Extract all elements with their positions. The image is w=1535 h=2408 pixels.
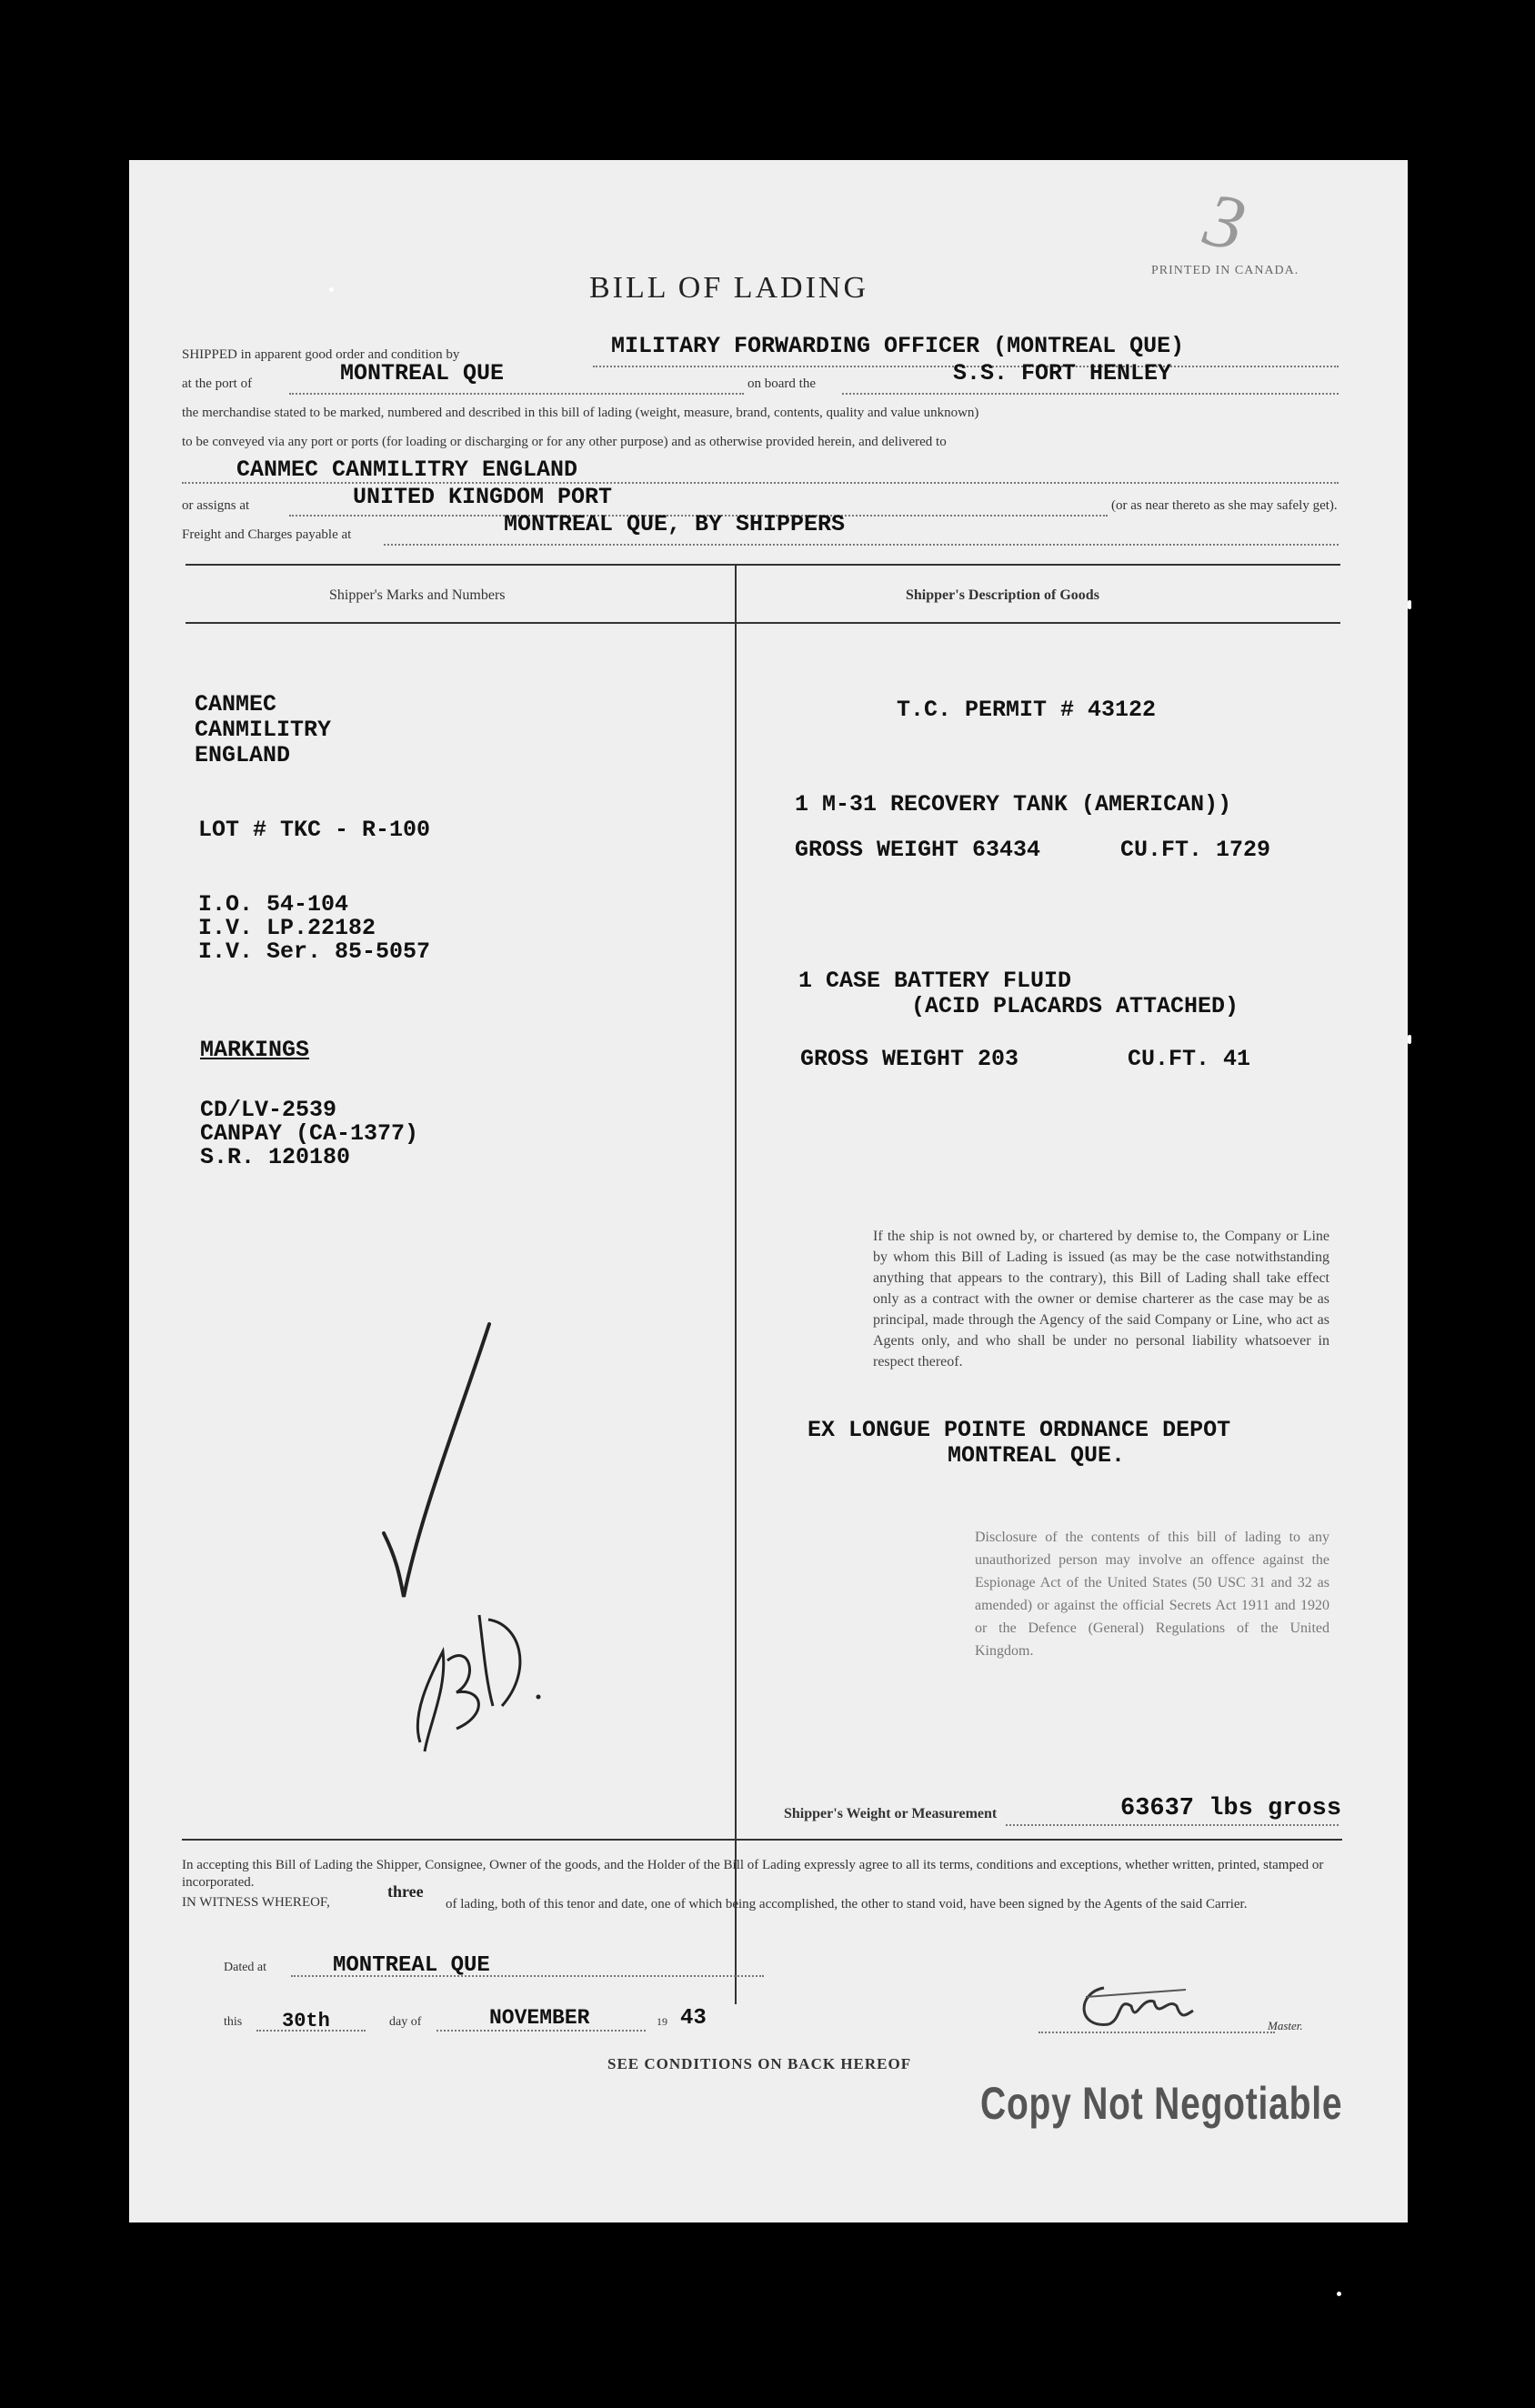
destination-value: UNITED KINGDOM PORT xyxy=(353,484,613,510)
marking-3: S.R. 120180 xyxy=(200,1144,351,1170)
vessel-name: S.S. FORT HENLEY xyxy=(953,360,1172,386)
day-value: 30th xyxy=(282,2010,330,2032)
conveyance-clause: to be conveyed via any port or ports (for loading or discharging or for any other purpose) and as otherwise provided herein, and delivered to xyxy=(182,435,947,449)
see-conditions-note: SEE CONDITIONS ON BACK HEREOF xyxy=(607,2055,912,2072)
column-divider xyxy=(735,564,737,2004)
disclosure-clause: Disclosure of the contents of this bill of lading to any unauthorized person may involve an offence against the Espionage Act of the United States (50 USC 31 and 32 as amended) or against the official Secrets Act 1911 and 1920 or the Defence (General) Regulations of the United Kingdom. xyxy=(975,1530,1329,1659)
merchandise-clause: the merchandise stated to be marked, numbered and described in this bill of lading (weight, measure, brand, contents, quality and value unknown) xyxy=(182,406,979,420)
witness-count: three xyxy=(387,1882,424,1901)
this-label: this xyxy=(224,2015,243,2029)
table-bottom-rule xyxy=(182,1839,1342,1841)
shipper-name: MILITARY FORWARDING OFFICER (MONTREAL QUE) xyxy=(611,333,1185,359)
month-value: NOVEMBER xyxy=(489,2006,590,2030)
bill-of-lading-document xyxy=(129,160,1408,2222)
item-1-cubic-feet: CU.FT. 1729 xyxy=(1120,837,1271,863)
scan-dot xyxy=(1408,600,1411,609)
year-value: 43 xyxy=(680,2006,707,2031)
marks-column-header: Shipper's Marks and Numbers xyxy=(329,587,506,603)
printed-in-label: PRINTED IN CANADA. xyxy=(1151,264,1299,277)
witness-clause: of lading, both of this tenor and date, one of which being accomplished, the other to stand void, have been signed by the Agents of the said Carrier. xyxy=(446,1897,1248,1911)
port-value: MONTREAL QUE xyxy=(340,360,505,386)
near-suffix: (or as near thereto as she may safely get). xyxy=(1111,498,1338,513)
witness-prefix: IN WITNESS WHEREOF, xyxy=(182,1895,330,1910)
shipped-prefix: SHIPPED in apparent good order and condition by xyxy=(182,347,460,362)
ref-line-2: I.V. LP.22182 xyxy=(198,915,376,941)
item-2-cubic-feet: CU.FT. 41 xyxy=(1128,1046,1251,1072)
weight-label: Shipper's Weight or Measurement xyxy=(784,1806,998,1821)
scan-dot xyxy=(1408,1035,1411,1044)
marks-consignee-line-3: ENGLAND xyxy=(195,742,291,768)
item-2-note: (ACID PLACARDS ATTACHED) xyxy=(911,993,1239,1019)
header-bottom-rule xyxy=(186,622,1340,624)
description-column-header: Shipper's Description of Goods xyxy=(906,587,1099,603)
accept-clause: In accepting this Bill of Lading the Shipper, Consignee, Owner of the goods, and the Holder of the Bill of Lading expressly agree to all its terms, conditions and exceptions, whether written, printed, stamped or incorporated. xyxy=(182,1858,1324,1890)
board-prefix: on board the xyxy=(747,376,816,391)
markings-heading: MARKINGS xyxy=(200,1037,310,1063)
marks-consignee-line-1: CANMEC xyxy=(195,691,277,717)
scan-dot xyxy=(329,287,334,292)
day-of-label: day of xyxy=(389,2015,422,2029)
consignee-value: CANMEC CANMILITRY ENGLAND xyxy=(236,457,578,483)
charter-clause: If the ship is not owned by, or chartered by demise to, the Company or Line by whom this Bill of Lading is issued (as may be the case notwithstanding anything that appears to the contrary), this Bill of Lading shall take effect only as a contract with the owner or demise charterer as the case may be as principal, made through the Agency of the said Company or Line, who act as Agents only, and who shall be under no personal liability whatsoever in respect thereof. xyxy=(873,1229,1329,1370)
handwritten-initials-icon xyxy=(393,1579,557,1761)
year-prefix: 19 xyxy=(657,2015,667,2028)
scan-dot xyxy=(1337,2292,1341,2296)
depot-line-2: MONTREAL QUE. xyxy=(948,1442,1126,1469)
marking-1: CD/LV-2539 xyxy=(200,1097,337,1123)
dated-label: Dated at xyxy=(224,1961,267,1974)
freight-prefix: Freight and Charges payable at xyxy=(182,527,352,542)
marking-2: CANPAY (CA-1377) xyxy=(200,1120,419,1147)
item-1-description: 1 M-31 RECOVERY TANK (AMERICAN)) xyxy=(795,791,1232,818)
depot-line-1: EX LONGUE POINTE ORDNANCE DEPOT xyxy=(808,1417,1231,1443)
marks-consignee-line-2: CANMILITRY xyxy=(195,717,332,743)
page-number: 3 xyxy=(1197,176,1253,268)
table-top-rule xyxy=(186,564,1340,566)
assigns-prefix: or assigns at xyxy=(182,498,250,513)
ref-line-3: I.V. Ser. 85-5057 xyxy=(198,938,431,965)
weight-value: 63637 lbs gross xyxy=(1120,1795,1342,1822)
permit-number: T.C. PERMIT # 43122 xyxy=(897,697,1157,723)
item-2-gross-weight: GROSS WEIGHT 203 xyxy=(800,1046,1019,1072)
document-title: BILL OF LADING xyxy=(589,271,869,305)
master-label: Master. xyxy=(1268,2019,1303,2032)
lot-number: LOT # TKC - R-100 xyxy=(198,817,431,843)
ref-line-1: I.O. 54-104 xyxy=(198,891,349,918)
item-2-description: 1 CASE BATTERY FLUID xyxy=(798,968,1072,994)
freight-value: MONTREAL QUE, BY SHIPPERS xyxy=(504,511,846,537)
copy-not-negotiable-stamp: Copy Not Negotiable xyxy=(980,2078,1343,2129)
dated-place: MONTREAL QUE xyxy=(333,1953,490,1978)
port-prefix: at the port of xyxy=(182,376,253,391)
item-1-gross-weight: GROSS WEIGHT 63434 xyxy=(795,837,1041,863)
